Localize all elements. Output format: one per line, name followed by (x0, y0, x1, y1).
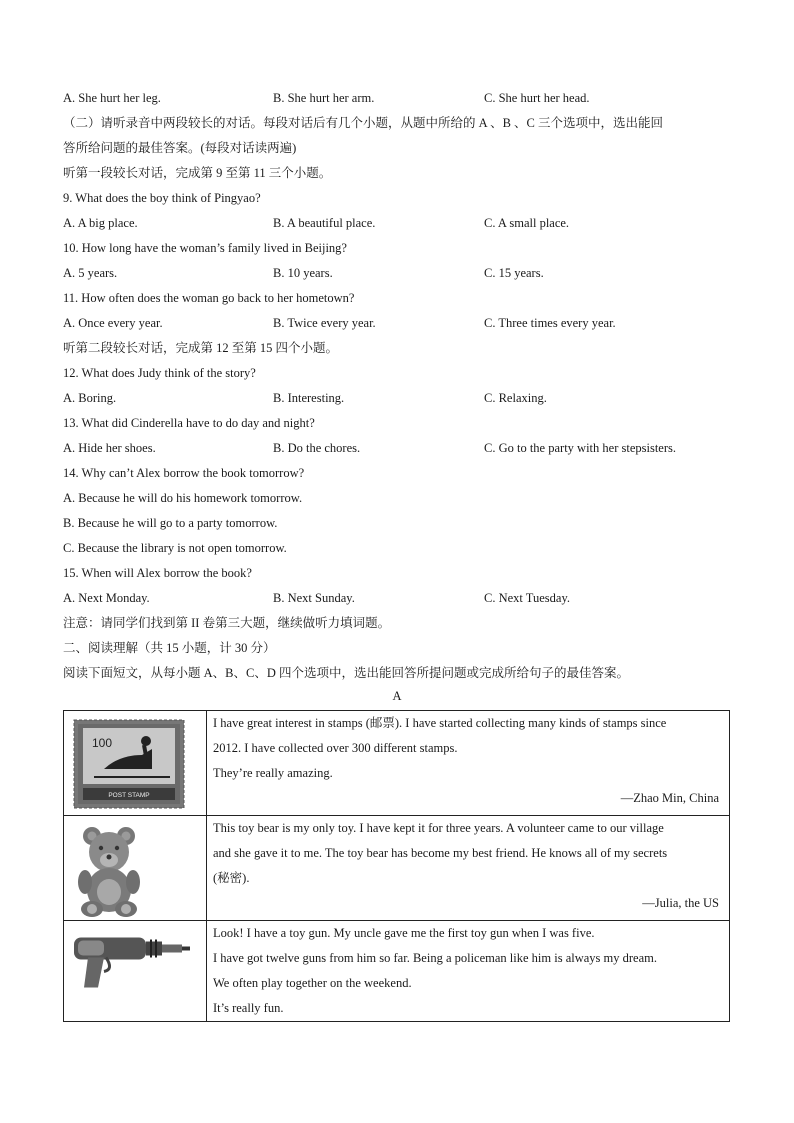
option-c[interactable]: C. A small place. (484, 216, 570, 230)
table-row (64, 921, 730, 1022)
section-two-instructions-line1: （二）请听录音中两段较长的对话。每段对话后有几个小题，从题中所给的 A 、B 、C 三个选项中，选出能回 (63, 116, 664, 130)
table-row (64, 816, 730, 921)
gun-cell (64, 921, 207, 1022)
question-11: 11. How often does the woman go back to her hometown? (63, 291, 355, 305)
entry-bear (207, 816, 730, 921)
question-10: 10. How long have the woman’s family lived in Beijing? (63, 241, 347, 255)
stamp-image (64, 711, 206, 815)
entry-gun (207, 921, 730, 1022)
dialogue2-intro: 听第二段较长对话，完成第 12 至第 15 四个小题。 (63, 341, 339, 355)
teddy-bear-image (64, 816, 206, 920)
entry-stamp (207, 711, 730, 816)
option-b[interactable]: B. Next Sunday. (273, 591, 355, 605)
question-12: 12. What does Judy think of the story? (63, 366, 256, 380)
option-b[interactable]: B. She hurt her arm. (273, 91, 375, 105)
option-a[interactable]: A. Boring. (63, 391, 117, 405)
toy-gun-image (64, 921, 206, 1021)
entry-line: Look! I have a toy gun. My uncle gave me the first toy gun when I was five. (213, 926, 595, 940)
entry-signature: —Zhao Min, China (620, 791, 719, 805)
stamp-cell (64, 711, 207, 816)
option-c[interactable]: C. Next Tuesday. (484, 591, 571, 605)
reading-section-title: 二、阅读理解（共 15 小题，计 30 分） (63, 641, 276, 655)
passage-label: A (392, 689, 402, 703)
passage-table (63, 710, 730, 1022)
entry-line: I have got twelve guns from him so far. Being a policeman like him is always my dream. (213, 951, 657, 965)
q8-options (63, 86, 731, 111)
dialogue1-intro: 听第一段较长对话，完成第 9 至第 11 三个小题。 (63, 166, 332, 180)
question-15-options (63, 586, 731, 611)
entry-line: This toy bear is my only toy. I have kept it for three years. A volunteer came to our village (213, 821, 664, 835)
entry-signature: —Julia, the US (642, 896, 719, 910)
option-a[interactable]: A. Hide her shoes. (63, 441, 156, 455)
page-content (63, 86, 731, 706)
entry-line: 2012. I have collected over 300 different stamps. (213, 741, 458, 755)
table-row (64, 711, 730, 816)
entry-line: We often play together on the weekend. (213, 976, 412, 990)
option-c[interactable]: C. She hurt her head. (484, 91, 590, 105)
option-b[interactable]: B. Do the chores. (273, 441, 361, 455)
question-10-options (63, 261, 731, 286)
option-b[interactable]: B. A beautiful place. (273, 216, 376, 230)
option-a[interactable]: A. A big place. (63, 216, 138, 230)
option-c[interactable]: C. Go to the party with her stepsisters. (484, 441, 676, 455)
entry-line: It’s really fun. (213, 1001, 284, 1015)
stamp-value: 100 (92, 736, 113, 750)
question-9-options (63, 211, 731, 236)
question-9: 9. What does the boy think of Pingyao? (63, 191, 261, 205)
option-c[interactable]: C. Relaxing. (484, 391, 547, 405)
entry-line: I have great interest in stamps (邮票). I have started collecting many kinds of stamps since (213, 716, 667, 730)
option-b[interactable]: B. Interesting. (273, 391, 345, 405)
entry-line: (秘密). (213, 871, 250, 885)
note: 注意：请同学们找到第 II 卷第三大题，继续做听力填词题。 (63, 616, 391, 630)
question-15: 15. When will Alex borrow the book? (63, 566, 252, 580)
question-14-option-b[interactable]: B. Because he will go to a party tomorrow. (63, 516, 278, 530)
option-b[interactable]: B. 10 years. (273, 266, 333, 280)
question-11-options (63, 311, 731, 336)
bear-cell (64, 816, 207, 921)
option-a[interactable]: A. 5 years. (63, 266, 118, 280)
question-14: 14. Why can’t Alex borrow the book tomorrow? (63, 466, 305, 480)
question-13: 13. What did Cinderella have to do day and night? (63, 416, 315, 430)
option-c[interactable]: C. 15 years. (484, 266, 544, 280)
reading-instructions: 阅读下面短文，从每小题 A、B、C、D 四个选项中，选出能回答所提问题或完成所给句子的最佳答案。 (63, 666, 629, 680)
entry-line: They’re really amazing. (213, 766, 333, 780)
option-a[interactable]: A. Next Monday. (63, 591, 150, 605)
stamp-caption: POST STAMP (108, 792, 150, 799)
option-a[interactable]: A. Once every year. (63, 316, 163, 330)
option-b[interactable]: B. Twice every year. (273, 316, 376, 330)
entry-line: and she gave it to me. The toy bear has become my best friend. He knows all of my secrets (213, 846, 668, 860)
option-c[interactable]: C. Three times every year. (484, 316, 616, 330)
option-a[interactable]: A. She hurt her leg. (63, 91, 161, 105)
question-12-options (63, 386, 731, 411)
question-14-option-c[interactable]: C. Because the library is not open tomorrow. (63, 541, 287, 555)
section-two-instructions-line2: 答所给问题的最佳答案。(每段对话读两遍) (63, 141, 297, 155)
question-14-option-a[interactable]: A. Because he will do his homework tomorrow. (63, 491, 303, 505)
question-13-options (63, 436, 731, 461)
